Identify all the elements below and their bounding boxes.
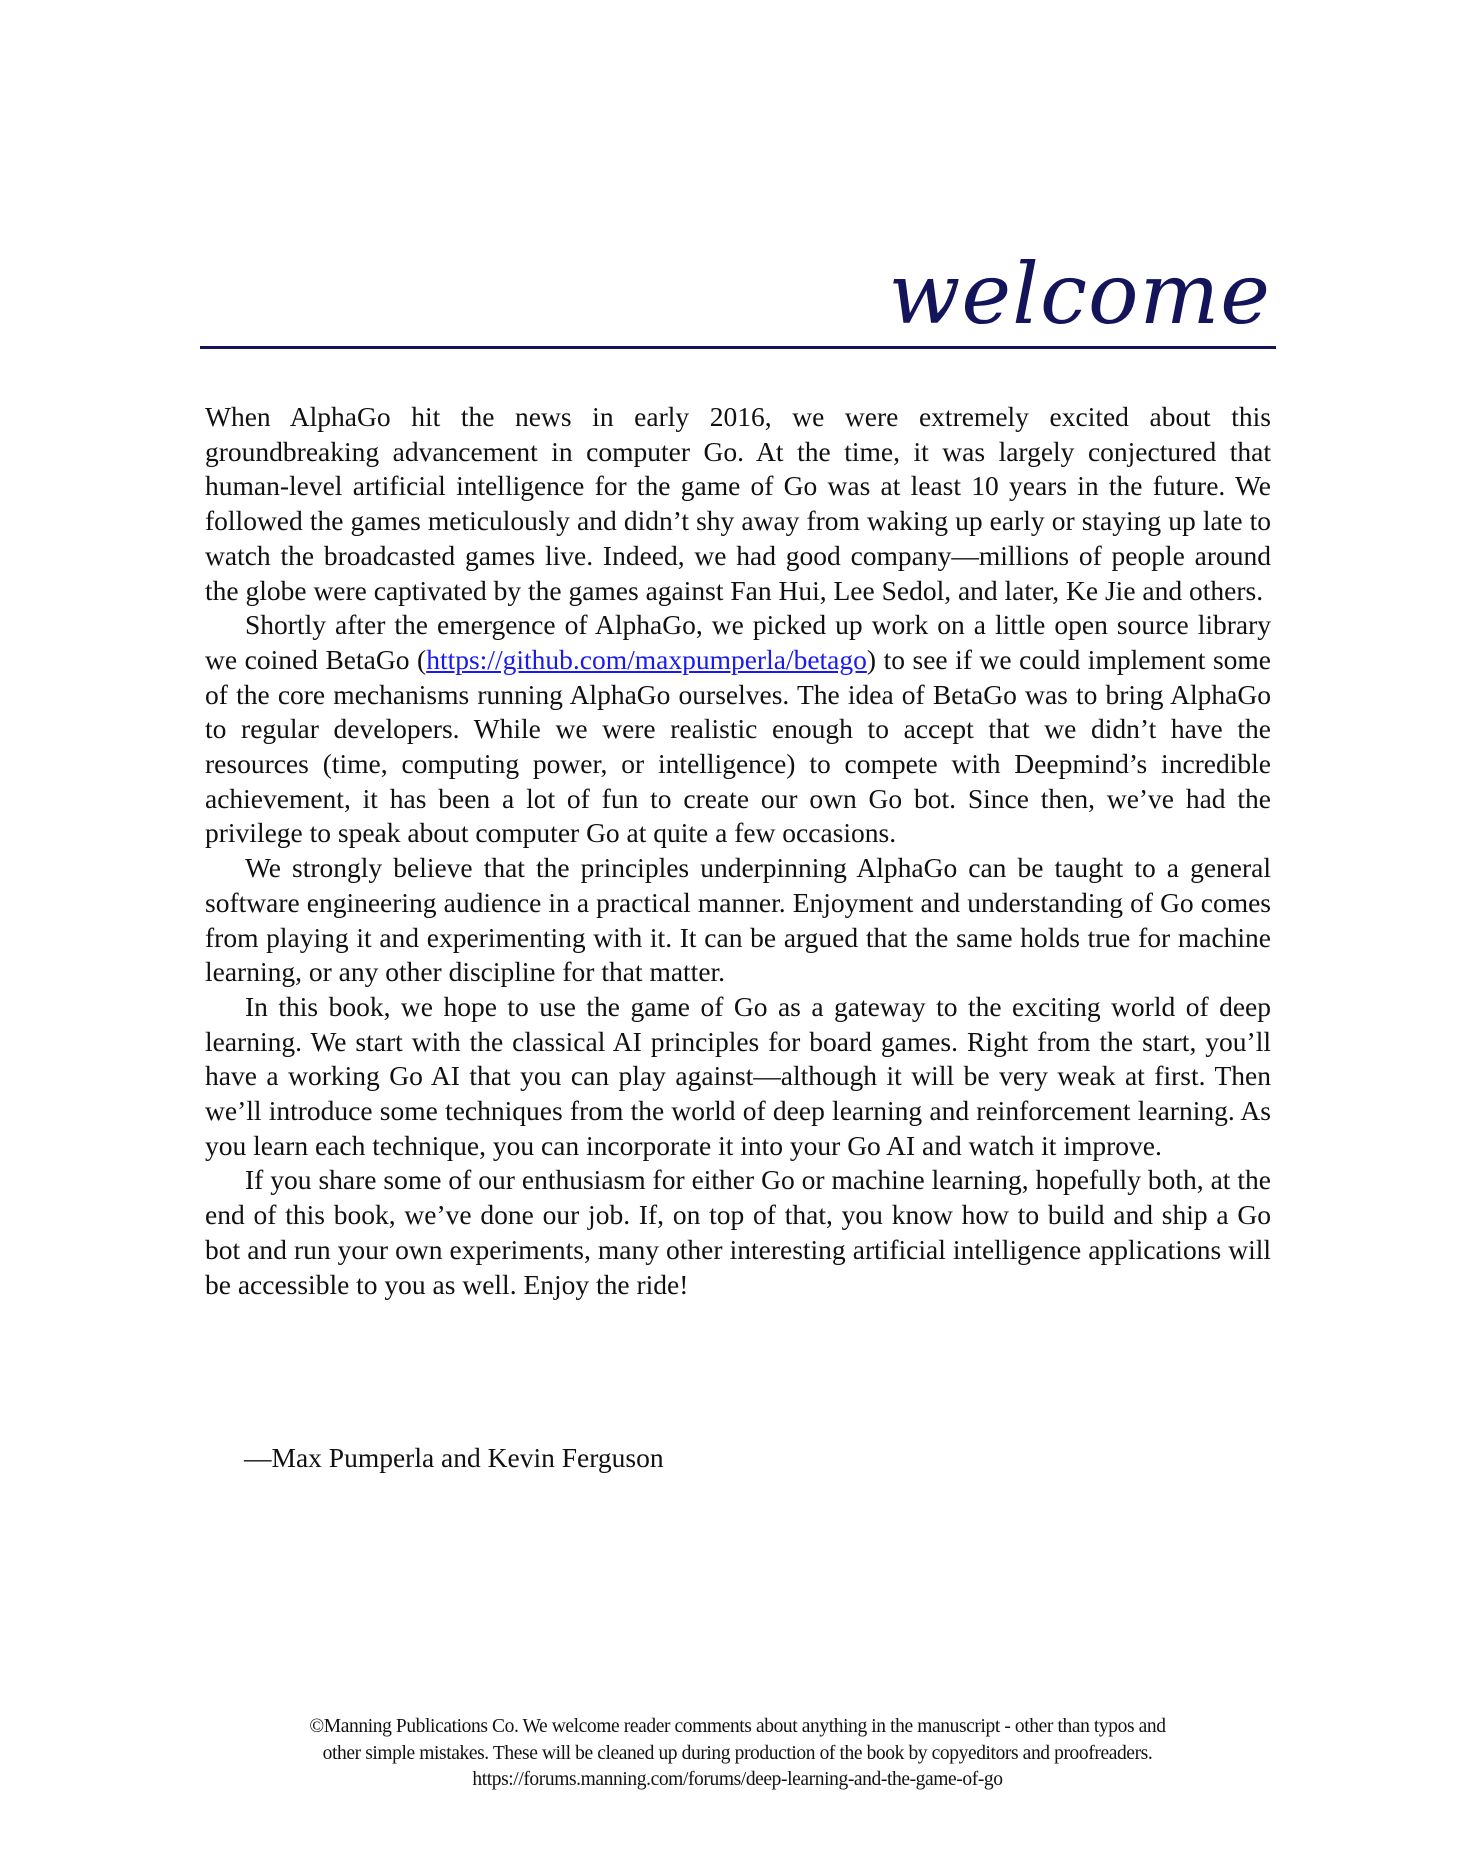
- title-divider: [200, 346, 1276, 349]
- author-signature: —Max Pumperla and Kevin Ferguson: [244, 1442, 664, 1473]
- paragraph-2: [205, 608, 1271, 851]
- paragraph-1: When AlphaGo hit the news in early 2016, we were extremely excited about this groundbreaking advancement in computer Go. At the time, it was largely conjectured that human-level artificial intelligence for the game of Go was at least 10 years in the future. We followed the games meticulously and didn’t shy away from waking up early or staying up late to watch the broadcasted games live. Indeed, we had good company—millions of people around the globe were captivated by the games against Fan Hui, Lee Sedol, and later, Ke Jie and others.: [205, 401, 1271, 606]
- paragraph-2-text-a: Shortly after the emergence of AlphaGo, we picked up work on a little open source library we coined BetaGo (: [205, 609, 1271, 675]
- paragraph-4: In this book, we hope to use the game of Go as a gateway to the exciting world of deep learning. We start with the classical AI principles for board games. Right from the start, you’ll have a working Go AI that you can play against—although it will be very weak at first. Then we’ll introduce some techniques from the world of deep learning and reinforcement learning. As you learn each technique, you can incorporate it into your Go AI and watch it improve.: [205, 990, 1271, 1161]
- footer-copyright: ©Manning Publications Co. We welcome reader comments about anything in the manuscript - other than typos and: [309, 1716, 1166, 1737]
- chapter-title: welcome: [888, 245, 1271, 343]
- body-text: [205, 400, 1271, 1302]
- footer-note: other simple mistakes. These will be cleaned up during production of the book by copyeditors and proofreaders.: [322, 1742, 1153, 1764]
- paragraph-5: If you share some of our enthusiasm for either Go or machine learning, hopefully both, at the end of this book, we’ve done our job. If, on top of that, you know how to build and ship a Go bot and run your own experiments, many other interesting artificial intelligence applications will be accessible to you as well. Enjoy the ride!: [205, 1164, 1271, 1300]
- paragraph-2-text-b: ) to see if we could implement some of the core mechanisms running AlphaGo ourselves. The idea of BetaGo was to bring AlphaGo to regular developers. While we were realistic enough to accept that we didn’t have the resources (time, computing power, or intelligence) to compete with Deepmind’s incredible achievement, it has been a lot of fun to create our own Go bot. Since then, we’ve had the privilege to speak about computer Go at quite a few occasions.: [205, 643, 1271, 849]
- page-footer: [0, 1714, 1475, 1794]
- footer-forum-url: https://forums.manning.com/forums/deep-learning-and-the-game-of-go: [472, 1769, 1003, 1790]
- paragraph-3: We strongly believe that the principles underpinning AlphaGo can be taught to a general software engineering audience in a practical manner. Enjoyment and understanding of Go comes from playing it and experimenting with it. It can be argued that the same holds true for machine learning, or any other discipline for that matter.: [205, 852, 1271, 988]
- betago-github-link[interactable]: https://github.com/maxpumperla/betago: [426, 643, 867, 675]
